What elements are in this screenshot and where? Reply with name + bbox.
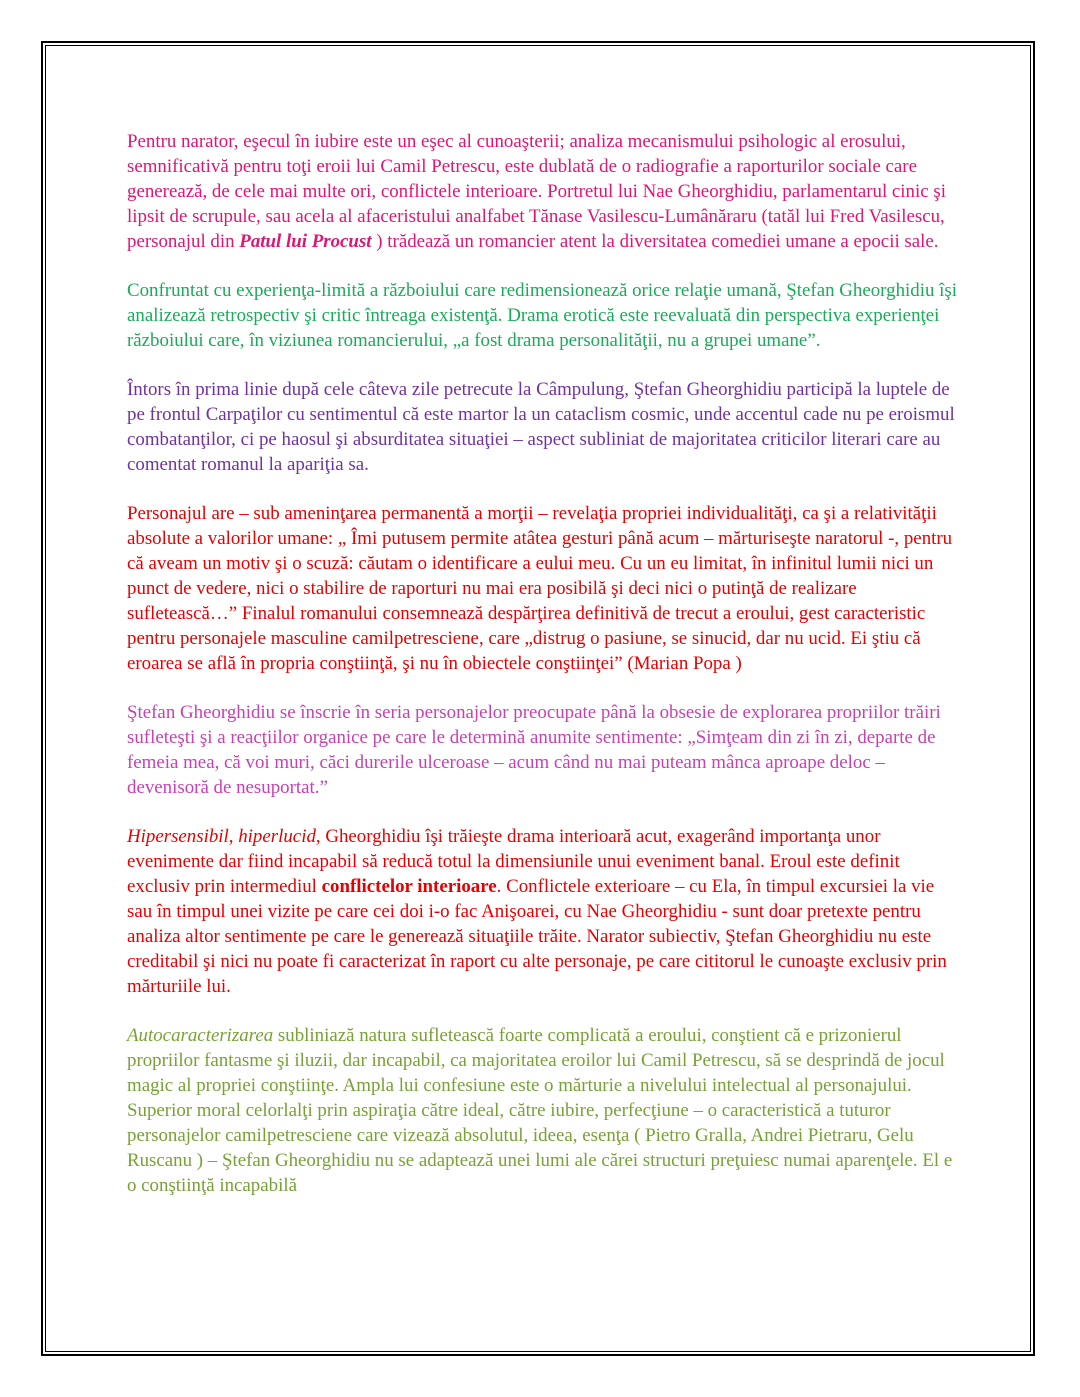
novel-title: Patul lui Procust <box>239 231 372 252</box>
emphasis-lead: Autocaracterizarea <box>127 1025 274 1046</box>
paragraph-eros-analysis <box>127 129 957 254</box>
paragraph-text: , Gheorghidiu îşi trăieşte drama interioară acut, exagerând importanţa unor evenimente dar fiind incapabil să reducă totul la dimensiunile unui eveniment banal. Eroul este definit exclusiv prin intermediul <box>127 826 900 897</box>
paragraph-war-experience: Confruntat cu experienţa-limită a războiului care redimensionează orice relaţie umană, Ştefan Gheorghidiu îşi analizează retrospectiv şi critic întreaga existenţă. Drama erotică este reevaluată din perspectiva experienţei războiului care, în viziunea romancierului, „a fost drama personalităţii, nu a grupei umane”. <box>127 280 957 351</box>
paragraph-front-line: Întors în prima linie după cele câteva zile petrecute la Câmpulung, Ştefan Gheorghidiu participă la luptele de pe frontul Carpaţilor cu sentimentul că este martor la un cataclism cosmic, unde accentul cade nu pe eroismul combatanţilor, ci pe haosul şi absurditatea situaţiei – aspect subliniat de majoritatea criticilor literari care au comentat romanul la apariţia sa. <box>127 379 955 475</box>
paragraph-inner-feelings: Ştefan Gheorghidiu se înscrie în seria personajelor preocupate până la obsesie de explorarea propriilor trăiri sufleteşti şi a reacţiilor organice pe care le determină anumite sentimente: „Simţeam din zi în zi, departe de femeia mea, că voi muri, căci durerile ulceroase – acum când nu mai puteam mânca aproape deloc – devenisoră de nesuportat.” <box>127 702 941 798</box>
paragraph-text: Pentru narator, eşecul în iubire este un eşec al cunoaşterii; analiza mecanismului psihologic al erosului, semnificativă pentru toţi eroii lui Camil Petrescu, este dublată de o radiografie a raporturilor sociale care generează, de cele mai multe ori, conflictele interioare. Portretul lui Nae Gheorghidiu, parlamentarul cinic şi lipsit de scrupule, sau acela al afaceristului analfabet Tănase Vasilescu-Lumânăraru (tatăl lui Fred Vasilescu, personajul din <box>127 131 946 252</box>
emphasis-lead: Hipersensibil, hiperlucid <box>127 826 316 847</box>
paragraph-hypersensitive <box>127 824 957 999</box>
paragraph-text: ) trădează un romancier atent la diversitatea comediei umane a epocii sale. <box>371 231 939 252</box>
paragraph-text: . Conflictele exterioare – cu Ela, în timpul excursiei la vie sau în timpul unei vizite pe care cei doi i-o fac Anişoarei, cu Nae Gheorghidiu - sunt doar pretexte pentru analiza altor sentimente pe care le generează situaţiile trăite. Narator subiectiv, Ştefan Gheorghidiu nu este creditabil şi nici nu poate fi caracterizat în raport cu alte personaje, pe care cititorul le cunoaşte exclusiv prin mărturiile lui. <box>127 876 947 997</box>
emphasis-bold: conflictelor interioare <box>321 876 497 897</box>
paragraph-text: subliniază natura sufletească foarte complicată a eroului, conştient că e prizonierul propriilor fantasme şi iluzii, dar incapabil, ca majoritatea eroilor lui Camil Petrescu, să se desprindă de jocul magic al propriei conştiinţe. Ampla lui confesiune este o mărturie a nivelului intelectual al personajului. Superior moral celorlalţi prin aspiraţia către ideal, către iubire, perfecţiune – o caracteristică a tuturor personajelor camilpetresciene care vizează absolutul, ideea, esenţa ( Pietro Gralla, Andrei Pietraru, Gelu Ruscanu ) – Ştefan Gheorghidiu nu se adaptează unei lumi ale cărei structuri preţuiesc numai aparenţele. El e o conştiinţă incapabilă <box>127 1025 953 1196</box>
document-body <box>127 129 957 1222</box>
paragraph-self-characterization <box>127 1023 957 1198</box>
paragraph-revelation: Personajul are – sub ameninţarea permanentă a morţii – revelaţia propriei individualităţi, ca şi a relativităţii absolute a valorilor umane: „ Îmi putusem permite atâtea gesturi până acum – mărturiseşte naratorul -, pentru că aveam un motiv şi o scuză: căutam o identificare a eului meu. Cu un eu limitat, în infinitul lumii nici un punct de vedere, nici o stabilire de raporturi nu mai era posibilă şi deci nici o putinţă de realizare sufletească…” Finalul romanului consemnează despărţirea definitivă de trecut a eroului, gest caracteristic pentru personajele masculine camilpetresciene, care „distrug o pasiune, se sinucid, dar nu ucid. Ei ştiu că eroarea se află în propria conştiinţă, şi nu în obiectele conştiinţei” (Marian Popa ) <box>127 503 953 674</box>
